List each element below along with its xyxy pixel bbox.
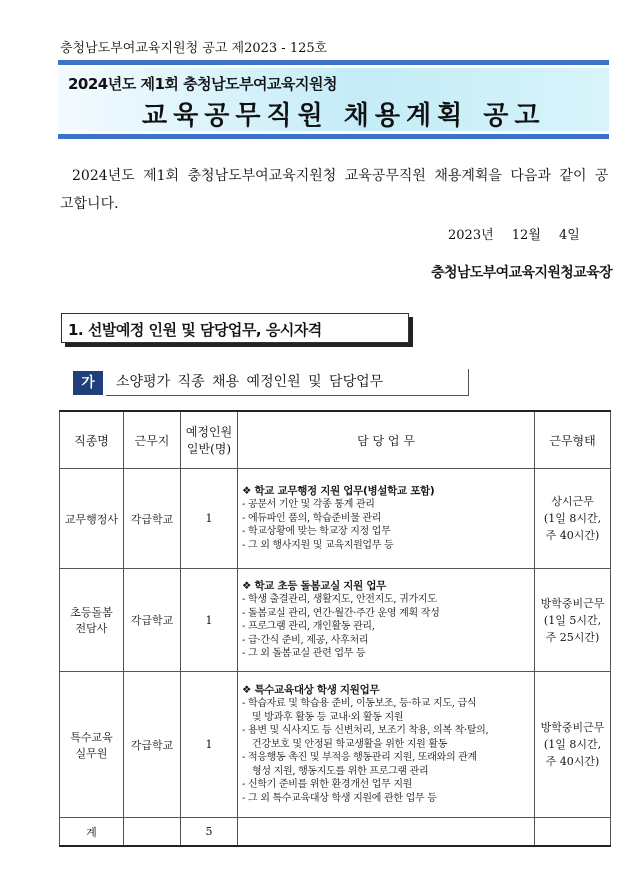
banner-title: 교육공무직원 채용계획 공고 — [142, 101, 546, 131]
duty-line: - 에듀파인 품의, 학습준비물 관리 — [242, 512, 382, 524]
duty-line: 및 방과후 활동 등 교내·외 활동 지원 — [252, 711, 404, 723]
duty-heading: ❖ 특수교육대상 학생 지원업무 — [242, 683, 380, 696]
total-row — [60, 818, 611, 847]
count-cell: 1 — [181, 672, 238, 818]
type-cell — [535, 672, 611, 818]
job-line1: 특수교육 — [70, 730, 113, 744]
section-heading-box — [61, 313, 409, 343]
banner-bottom-rule — [58, 134, 609, 139]
duty-line: - 학생 출결관리, 생활지도, 안전지도, 귀가지도 — [242, 594, 437, 605]
type-line2: (1일 5시간, — [543, 613, 602, 627]
total-empty — [124, 818, 181, 847]
type-line3: 주 25시간) — [545, 630, 600, 644]
job-cell — [60, 469, 124, 569]
count-cell: 1 — [181, 569, 238, 672]
header-type: 근무형태 — [535, 411, 611, 469]
job-line1: 교무행정사 — [64, 512, 119, 526]
type-line2: (1일 8시간, — [543, 738, 602, 751]
duty-line: - 그 외 행사지원 및 교육지원업무 등 — [242, 539, 394, 551]
duty-heading: ❖ 학교 초등 돌봄교실 지원 업무 — [242, 579, 387, 592]
type-line1: 방학중비근무 — [540, 596, 605, 610]
table-row — [60, 469, 611, 569]
duties-cell — [238, 569, 535, 672]
place-cell: 각급학교 — [124, 469, 181, 569]
duty-heading: ❖ 학교 교무행정 지원 업무(병설학교 포함) — [242, 484, 435, 497]
document-number: 충청남도부여교육지원청 공고 제2023 - 125호 — [60, 41, 328, 56]
duty-line: - 학습자료 및 학습용 준비, 이동보조, 등·하교 지도, 급식 — [242, 698, 477, 710]
type-line1: 상시근무 — [551, 495, 594, 508]
type-line3: 주 40시간) — [545, 755, 600, 768]
duty-line: - 신학기 준비를 위한 환경개선 업무 지원 — [242, 779, 413, 791]
total-label: 계 — [60, 818, 124, 847]
section-heading: 1. 선발예정 인원 및 담당업무, 응시자격 — [68, 321, 322, 339]
duty-line: - 적응행동 촉진 및 부적응 행동관리 지원, 또래와의 관계 — [242, 752, 477, 764]
type-cell — [535, 469, 611, 569]
issuer-name: 충청남도부여교육지원청교육장 — [431, 265, 612, 281]
header-count — [181, 411, 238, 469]
duty-line: - 급·간식 준비, 제공, 사후처리 — [242, 634, 369, 646]
duty-line: 건강보호 및 안정된 학교생활을 위한 지원 활동 — [252, 738, 448, 750]
duties-cell — [238, 469, 535, 569]
type-cell — [535, 569, 611, 672]
total-empty — [238, 818, 535, 847]
duty-line: - 그 외 특수교육대상 학생 지원에 관한 업무 등 — [242, 792, 437, 804]
duty-line: - 공문서 기안 및 각종 통계 관리 — [242, 499, 375, 511]
duties-cell — [238, 672, 535, 818]
type-line1: 방학중비근무 — [540, 721, 605, 734]
type-line3: 주 40시간) — [545, 529, 600, 542]
duty-line: - 돌봄교실 관리, 연간·월간·주간 운영 계획 작성 — [242, 607, 440, 619]
count-cell: 1 — [181, 469, 238, 569]
subsection-title: 소양평가 직종 채용 예정인원 및 담당업무 — [106, 369, 469, 396]
table-row — [60, 569, 611, 672]
header-job: 직종명 — [60, 411, 124, 469]
job-line2: 실무원 — [75, 746, 108, 760]
banner-top-rule — [58, 60, 609, 65]
total-empty — [535, 818, 611, 847]
header-duties: 담 당 업 무 — [238, 411, 535, 469]
duty-line: - 프로그램 관리, 개인활동 관리, — [242, 621, 375, 632]
duty-line: - 용변 및 식사지도 등 신변처리, 보조기 착용, 의복 착·탈의, — [242, 725, 489, 737]
job-line1: 초등돌봄 — [70, 606, 113, 619]
duty-line: - 그 외 돌봄교실 관련 업무 등 — [242, 648, 366, 659]
type-line2: (1일 8시간, — [543, 512, 602, 525]
table-row — [60, 672, 611, 818]
recruitment-table — [59, 410, 611, 847]
header-place: 근무지 — [124, 411, 181, 469]
total-count: 5 — [181, 818, 238, 847]
header-count-line2: 일반(명) — [186, 442, 232, 456]
place-cell: 각급학교 — [124, 569, 181, 672]
duty-line: - 학교상황에 맞는 학교장 지정 업무 — [242, 526, 391, 538]
intro-paragraph: 2024년도 제1회 충청남도부여교육지원청 교육공무직원 채용계획을 다음과 같이 공고합니다. — [60, 168, 609, 212]
header-count-line1: 예정인원 — [185, 425, 233, 439]
table-header-row — [60, 411, 611, 469]
subsection-badge: 가 — [73, 371, 103, 395]
banner-subtitle: 2024년도 제1회 충청남도부여교육지원청 — [68, 75, 337, 93]
job-cell — [60, 672, 124, 818]
announcement-date: 2023년 12월 4일 — [448, 228, 580, 243]
duty-line: 형성 지원, 행동지도를 위한 프로그램 관리 — [252, 765, 429, 777]
job-cell — [60, 569, 124, 672]
place-cell: 각급학교 — [124, 672, 181, 818]
job-line2: 전담사 — [75, 622, 108, 635]
title-banner — [58, 60, 609, 139]
